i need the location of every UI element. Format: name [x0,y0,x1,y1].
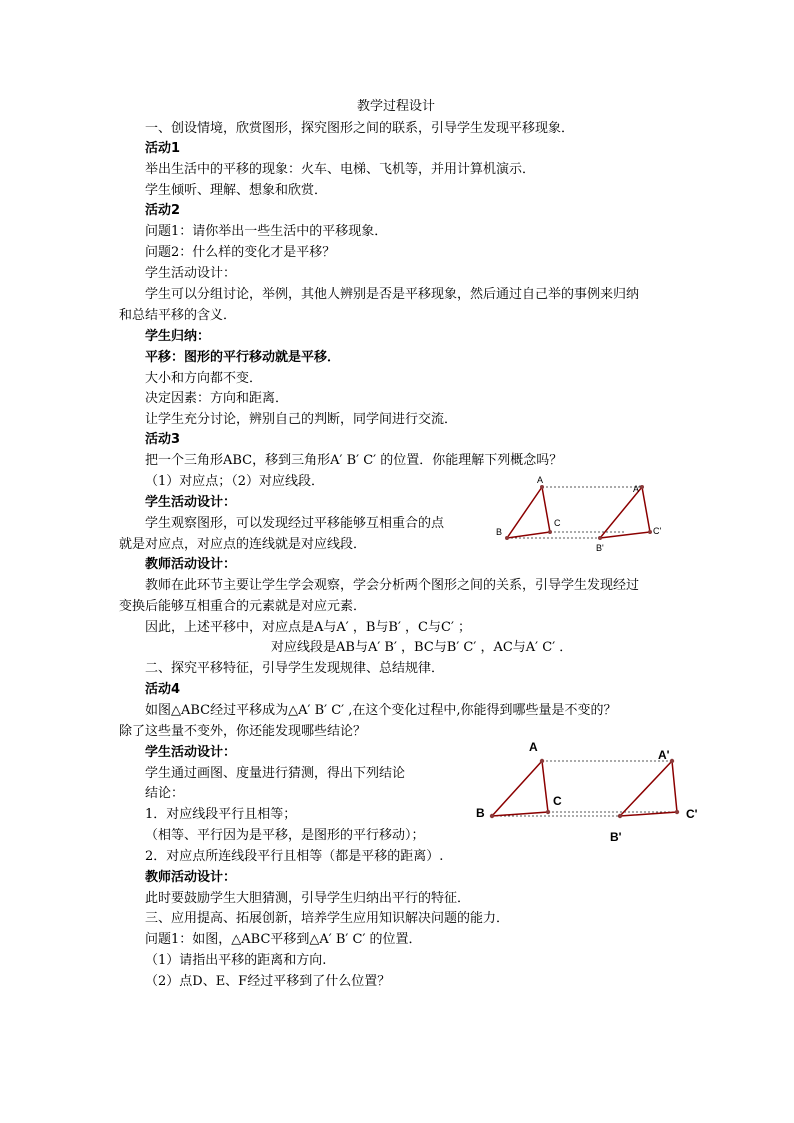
text-line: 学生活动设计： [145,266,237,281]
text-line: 把一个三角形ABC，移到三角形A′ B′ C′ 的位置．你能理解下列概念吗？ [145,453,563,468]
doc-title: 教学过程设计 [357,99,436,114]
text-line: 二、探究平移特征，引导学生发现规律、总结规律． [145,661,445,676]
text-line: 问题1：请你举出一些生活中的平移现象． [145,224,388,239]
point-b [490,814,494,818]
point-c [548,530,552,534]
label-c: C [553,794,562,808]
text-line: 因此，上述平移中，对应点是A与A′ ，B与B′ ，C与C′ ； [145,620,472,635]
text-line: 对应线段是AB与A′ B′ ，BC与B′ C′ ，AC与A′ C′ ． [271,640,573,655]
point-a-prime [670,759,674,763]
label-c-prime: C' [686,807,698,821]
text-line: 学生可以分组讨论，举例，其他人辨别是否是平移现象，然后通过自己举的事例来归纳 [145,287,640,302]
text-line: 三、应用提高、拓展创新，培养学生应用知识解决问题的能力． [145,911,510,926]
label-c-prime: C' [653,526,662,536]
text-line: 举出生活中的平移的现象：火车、电梯、飞机等，并用计算机演示． [145,162,536,177]
text-line: 如图△ABC经过平移成为△A′ B′ C′ ,在这个变化过程中,你能得到哪些量是不变的？ [145,703,617,718]
text-line: 学生观察图形，可以发现经过平移能够互相重合的点 [145,516,445,531]
text-line: 教师在此环节主要让学生学会观察，学会分析两个图形之间的关系，引导学生发现经过 [145,578,640,593]
section-heading: 教师活动设计： [145,870,237,885]
section-heading: 学生活动设计： [145,495,237,510]
label-c: C [554,518,561,528]
triangle-abc-prime [620,761,677,816]
label-a: A [537,475,544,485]
text-line: 大小和方向都不变． [145,371,263,386]
translation-figure-large [470,735,710,850]
point-b [505,536,509,540]
text-line: 学生通过画图、度量进行猜测，得出下列结论 [145,766,406,781]
point-a [540,759,544,763]
text-line: （1）对应点；（2）对应线段． [145,474,325,489]
label-a-prime: A' [633,484,641,494]
text-line: 变换后能够互相重合的元素就是对应元素． [119,599,367,614]
label-a-prime: A' [658,748,670,762]
text-line: 问题2：什么样的变化才是平移？ [145,245,336,260]
section-heading: 活动4 [145,682,181,697]
triangle-abc-prime [600,487,650,538]
definition-line: 平移：图形的平行移动就是平移． [145,350,341,365]
text-line: （2）点D、E、F经过平移到了什么位置？ [145,974,391,989]
text-line: 学生倾听、理解、想象和欣赏． [145,183,328,198]
label-b: B [496,527,503,537]
translation-figure-small [490,472,690,562]
section-heading: 活动2 [145,203,181,218]
section-heading: 学生活动设计： [145,745,237,760]
section-heading: 活动3 [145,432,181,447]
text-line: （1）请指出平移的距离和方向. [145,953,327,968]
text-line: 让学生充分讨论，辨别自己的判断，同学间进行交流． [145,412,458,427]
text-line: 决定因素：方向和距离． [145,391,289,406]
text-line: 1．对应线段平行且相等； [145,807,297,822]
point-b-prime [598,536,602,540]
section-heading: 学生归纳： [145,329,211,344]
point-c [546,810,550,814]
point-a [540,485,544,489]
point-c-prime [648,530,652,534]
text-line: 问题1：如图，△ABC平移到△A′ B′ C′ 的位置． [145,932,422,947]
text-line: 2．对应点所连线段平行且相等（都是平移的距离）. [145,849,444,864]
text-line: 此时要鼓励学生大胆猜测，引导学生归纳出平行的特征． [145,891,471,906]
label-b-prime: B' [596,543,604,553]
text-line: 和总结平移的含义． [119,308,237,323]
point-b-prime [618,814,622,818]
label-a: A [529,740,538,754]
label-b-prime: B' [610,830,622,844]
triangle-abc [507,487,550,538]
section-heading: 教师活动设计： [145,557,237,572]
text-line: 结论： [145,786,185,801]
point-c-prime [675,810,679,814]
text-line: 就是对应点，对应点的连线就是对应线段． [119,537,367,552]
section-heading: 活动1 [145,141,181,156]
triangle-abc [492,761,548,816]
text-line: （相等、平行因为是平移，是图形的平行移动）； [145,828,425,843]
text-line: 一、创设情境，欣赏图形，探究图形之间的联系，引导学生发现平移现象． [145,121,575,136]
label-b: B [476,806,485,820]
text-line: 除了这些量不变外，你还能发现哪些结论？ [119,724,367,739]
